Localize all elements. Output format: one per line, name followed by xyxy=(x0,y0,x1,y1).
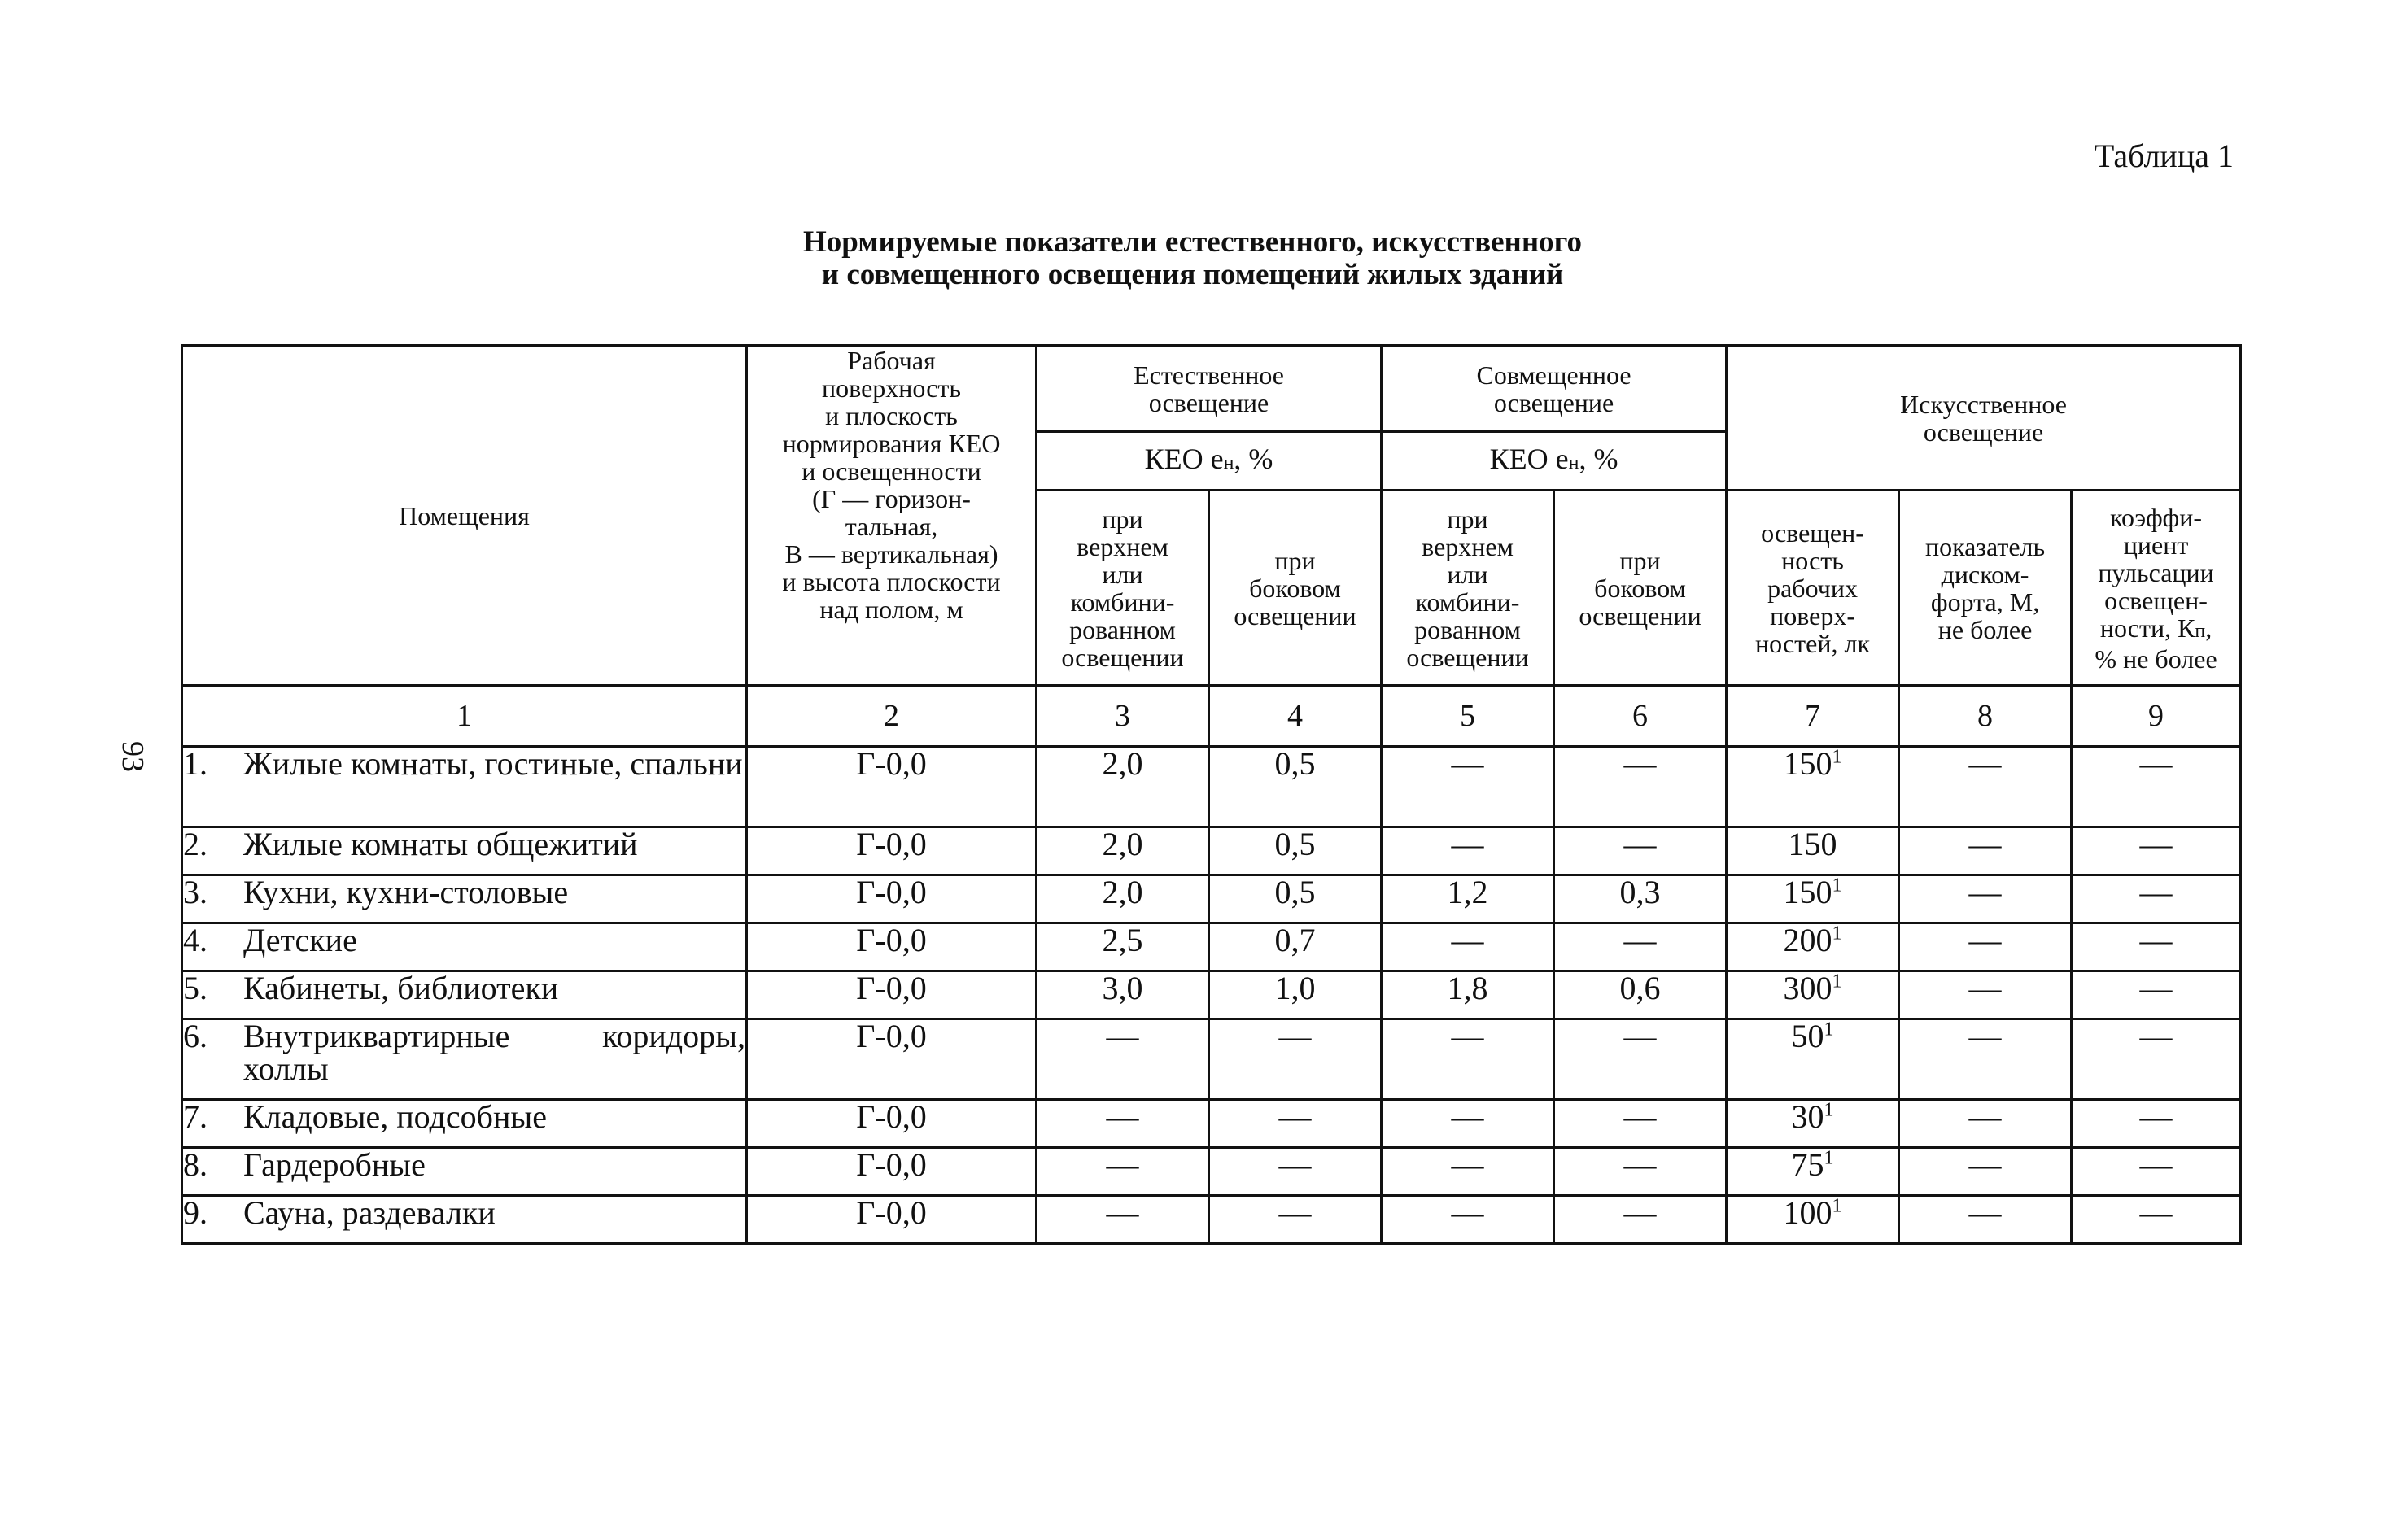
combined-top-cell: — xyxy=(1382,1019,1554,1100)
room-cell xyxy=(182,747,747,827)
room-cell xyxy=(182,1100,747,1148)
footnote-mark: 1 xyxy=(1832,923,1842,945)
surface-cell: Г-0,0 xyxy=(747,1019,1037,1100)
combined-side-cell: — xyxy=(1554,827,1727,875)
header-combined-top xyxy=(1382,491,1554,686)
illuminance-value: 150 xyxy=(1783,745,1832,782)
discomfort-cell: — xyxy=(1899,1148,2072,1196)
header-kp-suffix: , xyxy=(2205,613,2212,643)
header-keo-text: КЕО е xyxy=(1144,443,1224,475)
header-line: при xyxy=(1274,545,1316,575)
header-line: освещен- xyxy=(1761,517,1864,548)
surface-cell: Г-0,0 xyxy=(747,1100,1037,1148)
room-cell xyxy=(182,923,747,971)
header-line: диском- xyxy=(1941,559,2029,589)
illuminance-value: 150 xyxy=(1788,826,1837,862)
room-name: Гардеробные xyxy=(243,1146,426,1183)
header-line: над полом, м xyxy=(819,595,963,624)
header-keo-combined xyxy=(1382,432,1727,491)
header-work-surface xyxy=(747,346,1037,686)
header-line: освещении xyxy=(1579,600,1701,630)
natural-side-cell: 0,5 xyxy=(1209,827,1382,875)
header-line: или xyxy=(1102,559,1143,589)
header-line: коэффи- xyxy=(2110,502,2202,532)
header-line: верхнем xyxy=(1422,531,1514,561)
header-line: боковом xyxy=(1594,573,1686,603)
header-line: освещение xyxy=(1923,417,2044,447)
table-title-line: и совмещенного освещения помещений жилых зданий xyxy=(821,258,1564,291)
natural-top-cell: 2,5 xyxy=(1037,923,1209,971)
header-line: Естественное xyxy=(1134,360,1284,390)
header-line: освещение xyxy=(1493,387,1614,417)
header-combined-lighting xyxy=(1382,346,1727,432)
surface-cell: Г-0,0 xyxy=(747,971,1037,1019)
room-name: Детские xyxy=(243,922,357,958)
header-line: рованном xyxy=(1414,614,1521,644)
header-keo-sub: н xyxy=(1568,452,1579,473)
header-kp-text: ности, К xyxy=(2099,613,2195,643)
combined-side-cell: — xyxy=(1554,1019,1727,1100)
row-number: 1. xyxy=(183,745,207,782)
natural-side-cell: 0,5 xyxy=(1209,875,1382,923)
table-row xyxy=(182,827,2241,875)
natural-side-cell: — xyxy=(1209,1196,1382,1244)
room-cell xyxy=(182,1148,747,1196)
header-artificial-lighting xyxy=(1727,346,2241,491)
discomfort-cell: — xyxy=(1899,1100,2072,1148)
combined-top-cell: — xyxy=(1382,1148,1554,1196)
header-line: В — вертикальная) xyxy=(784,539,998,569)
surface-cell: Г-0,0 xyxy=(747,1148,1037,1196)
header-line: комбини- xyxy=(1070,587,1175,617)
pulsation-cell: — xyxy=(2072,1100,2241,1148)
header-keo-suffix: , % xyxy=(1579,443,1618,475)
row-number: 8. xyxy=(183,1146,207,1183)
header-line: при xyxy=(1447,504,1488,534)
natural-top-cell: — xyxy=(1037,1100,1209,1148)
discomfort-cell: — xyxy=(1899,827,2072,875)
lighting-norms-table xyxy=(181,344,2242,1245)
illuminance-value: 75 xyxy=(1791,1146,1824,1183)
room-name: Кухни, кухни-столовые xyxy=(243,874,569,910)
table-row xyxy=(182,1100,2241,1148)
header-line: при xyxy=(1102,504,1143,534)
combined-side-cell: 0,6 xyxy=(1554,971,1727,1019)
header-line: циент xyxy=(2123,530,2189,560)
room-name: Кладовые, подсобные xyxy=(243,1098,548,1135)
header-pulsation xyxy=(2072,491,2241,686)
column-number: 4 xyxy=(1209,686,1382,747)
combined-side-cell: — xyxy=(1554,923,1727,971)
combined-side-cell: 0,3 xyxy=(1554,875,1727,923)
row-number: 3. xyxy=(183,874,207,910)
footnote-mark: 1 xyxy=(1832,1195,1842,1217)
header-line xyxy=(2073,614,2239,645)
room-cell xyxy=(182,1196,747,1244)
room-cell xyxy=(182,875,747,923)
footnote-mark: 1 xyxy=(1824,1147,1834,1169)
discomfort-cell: — xyxy=(1899,747,2072,827)
combined-top-cell: 1,2 xyxy=(1382,875,1554,923)
surface-cell: Г-0,0 xyxy=(747,827,1037,875)
header-line: тальная, xyxy=(845,512,938,541)
illuminance-value: 300 xyxy=(1783,970,1832,1006)
illuminance-cell xyxy=(1727,1100,1899,1148)
illuminance-value: 100 xyxy=(1783,1194,1832,1231)
header-discomfort xyxy=(1899,491,2072,686)
table-title-line: Нормируемые показатели естественного, искусственного xyxy=(802,225,1583,259)
header-line: боковом xyxy=(1249,573,1341,603)
header-natural-side xyxy=(1209,491,1382,686)
combined-side-cell: — xyxy=(1554,1148,1727,1196)
natural-top-cell: 2,0 xyxy=(1037,827,1209,875)
illuminance-value: 200 xyxy=(1783,922,1832,958)
header-keo-text: КЕО е xyxy=(1489,443,1569,475)
surface-cell: Г-0,0 xyxy=(747,747,1037,827)
natural-side-cell: — xyxy=(1209,1100,1382,1148)
table-row xyxy=(182,747,2241,827)
illuminance-cell xyxy=(1727,923,1899,971)
header-line: освещение xyxy=(1148,387,1269,417)
header-line: показатель xyxy=(1924,531,2046,561)
column-number: 3 xyxy=(1037,686,1209,747)
row-number: 6. xyxy=(183,1018,207,1054)
combined-side-cell: — xyxy=(1554,747,1727,827)
illuminance-value: 50 xyxy=(1791,1018,1824,1054)
room-name: Внутриквартирные коридоры, холлы xyxy=(243,1018,745,1087)
room-name: Жилые комнаты общежитий xyxy=(243,826,638,862)
header-line: ностей, лк xyxy=(1755,628,1870,658)
surface-cell: Г-0,0 xyxy=(747,875,1037,923)
surface-cell: Г-0,0 xyxy=(747,923,1037,971)
header-line: освещении xyxy=(1234,600,1356,630)
footnote-mark: 1 xyxy=(1824,1019,1834,1040)
footnote-mark: 1 xyxy=(1832,971,1842,992)
header-line: комбини- xyxy=(1415,587,1520,617)
natural-top-cell: 2,0 xyxy=(1037,875,1209,923)
header-line: пульсации xyxy=(2098,557,2214,587)
pulsation-cell: — xyxy=(2072,747,2241,827)
combined-top-cell: — xyxy=(1382,827,1554,875)
header-rooms: Помещения xyxy=(182,346,747,686)
pulsation-cell: — xyxy=(2072,827,2241,875)
combined-top-cell: — xyxy=(1382,747,1554,827)
illuminance-value: 30 xyxy=(1791,1098,1824,1135)
combined-top-cell: — xyxy=(1382,923,1554,971)
header-keo-sub: н xyxy=(1223,452,1234,473)
combined-side-cell: — xyxy=(1554,1196,1727,1244)
header-line: или xyxy=(1447,559,1488,589)
footnote-mark: 1 xyxy=(1832,746,1842,768)
header-line: и освещенности xyxy=(802,456,981,486)
combined-top-cell: 1,8 xyxy=(1382,971,1554,1019)
discomfort-cell: — xyxy=(1899,1196,2072,1244)
natural-side-cell: 1,0 xyxy=(1209,971,1382,1019)
column-number: 1 xyxy=(182,686,747,747)
illuminance-value: 150 xyxy=(1783,874,1832,910)
column-number: 7 xyxy=(1727,686,1899,747)
room-name: Жилые комнаты, гостиные, спальни xyxy=(243,745,743,782)
header-line: освещен- xyxy=(2104,585,2208,615)
room-cell xyxy=(182,971,747,1019)
room-cell xyxy=(182,827,747,875)
discomfort-cell: — xyxy=(1899,971,2072,1019)
header-line: рабочих xyxy=(1767,573,1858,603)
footnote-mark: 1 xyxy=(1824,1099,1834,1121)
header-natural-lighting xyxy=(1037,346,1382,432)
discomfort-cell: — xyxy=(1899,1019,2072,1100)
natural-top-cell: 2,0 xyxy=(1037,747,1209,827)
table-row xyxy=(182,923,2241,971)
combined-top-cell: — xyxy=(1382,1100,1554,1148)
column-number: 2 xyxy=(747,686,1037,747)
room-cell xyxy=(182,1019,747,1100)
natural-side-cell: — xyxy=(1209,1148,1382,1196)
pulsation-cell: — xyxy=(2072,1196,2241,1244)
illuminance-cell xyxy=(1727,1019,1899,1100)
table-row xyxy=(182,1019,2241,1100)
header-line: верхнем xyxy=(1077,531,1168,561)
column-number: 6 xyxy=(1554,686,1727,747)
pulsation-cell: — xyxy=(2072,875,2241,923)
table-title xyxy=(0,226,2385,291)
illuminance-cell xyxy=(1727,827,1899,875)
header-line: освещении xyxy=(1061,642,1184,672)
pulsation-cell: — xyxy=(2072,971,2241,1019)
header-line: Рабочая xyxy=(847,346,936,375)
footnote-mark: 1 xyxy=(1832,875,1842,897)
pulsation-cell: — xyxy=(2072,923,2241,971)
header-line: (Г — горизон- xyxy=(812,484,971,513)
header-line: при xyxy=(1619,545,1661,575)
row-number: 9. xyxy=(183,1194,207,1231)
header-line: Искусственное xyxy=(1900,389,2067,419)
pulsation-cell: — xyxy=(2072,1148,2241,1196)
column-number: 5 xyxy=(1382,686,1554,747)
header-natural-top xyxy=(1037,491,1209,686)
row-number: 7. xyxy=(183,1098,207,1135)
natural-side-cell: — xyxy=(1209,1019,1382,1100)
table-row xyxy=(182,1148,2241,1196)
row-number: 5. xyxy=(183,970,207,1006)
table-label: Таблица 1 xyxy=(2094,137,2234,174)
column-number: 9 xyxy=(2072,686,2241,747)
row-number: 4. xyxy=(183,922,207,958)
combined-side-cell: — xyxy=(1554,1100,1727,1148)
header-combined-side xyxy=(1554,491,1727,686)
header-line: освещении xyxy=(1406,642,1529,672)
illuminance-cell xyxy=(1727,875,1899,923)
header-keo-suffix: , % xyxy=(1234,443,1273,475)
surface-cell: Г-0,0 xyxy=(747,1196,1037,1244)
header-illuminance xyxy=(1727,491,1899,686)
header-line: рованном xyxy=(1069,614,1176,644)
header-line: не более xyxy=(1937,614,2033,644)
header-line: Совмещенное xyxy=(1476,360,1631,390)
header-line: поверхность xyxy=(822,373,961,403)
illuminance-cell xyxy=(1727,1196,1899,1244)
natural-top-cell: — xyxy=(1037,1019,1209,1100)
header-line: нормирования КЕО xyxy=(782,429,1001,458)
natural-side-cell: 0,7 xyxy=(1209,923,1382,971)
header-keo-natural xyxy=(1037,432,1382,491)
header-line: ность xyxy=(1781,545,1844,575)
header-line: форта, М, xyxy=(1930,587,2040,617)
natural-top-cell: — xyxy=(1037,1148,1209,1196)
illuminance-cell xyxy=(1727,747,1899,827)
pulsation-cell: — xyxy=(2072,1019,2241,1100)
header-line: и плоскость xyxy=(825,401,958,430)
discomfort-cell: — xyxy=(1899,923,2072,971)
natural-top-cell: 3,0 xyxy=(1037,971,1209,1019)
discomfort-cell: — xyxy=(1899,875,2072,923)
column-number: 8 xyxy=(1899,686,2072,747)
page-number: 93 xyxy=(116,741,150,772)
natural-top-cell: — xyxy=(1037,1196,1209,1244)
header-line: % не более xyxy=(2095,643,2217,674)
room-name: Сауна, раздевалки xyxy=(243,1194,496,1231)
header-line: и высота плоскости xyxy=(782,567,1001,596)
illuminance-cell xyxy=(1727,971,1899,1019)
table-row xyxy=(182,971,2241,1019)
row-number: 2. xyxy=(183,826,207,862)
table-row xyxy=(182,1196,2241,1244)
room-name: Кабинеты, библиотеки xyxy=(243,970,559,1006)
header-line: поверх- xyxy=(1770,600,1855,630)
illuminance-cell xyxy=(1727,1148,1899,1196)
combined-top-cell: — xyxy=(1382,1196,1554,1244)
natural-side-cell: 0,5 xyxy=(1209,747,1382,827)
header-kp-sub: п xyxy=(2195,620,2206,642)
table-row xyxy=(182,875,2241,923)
